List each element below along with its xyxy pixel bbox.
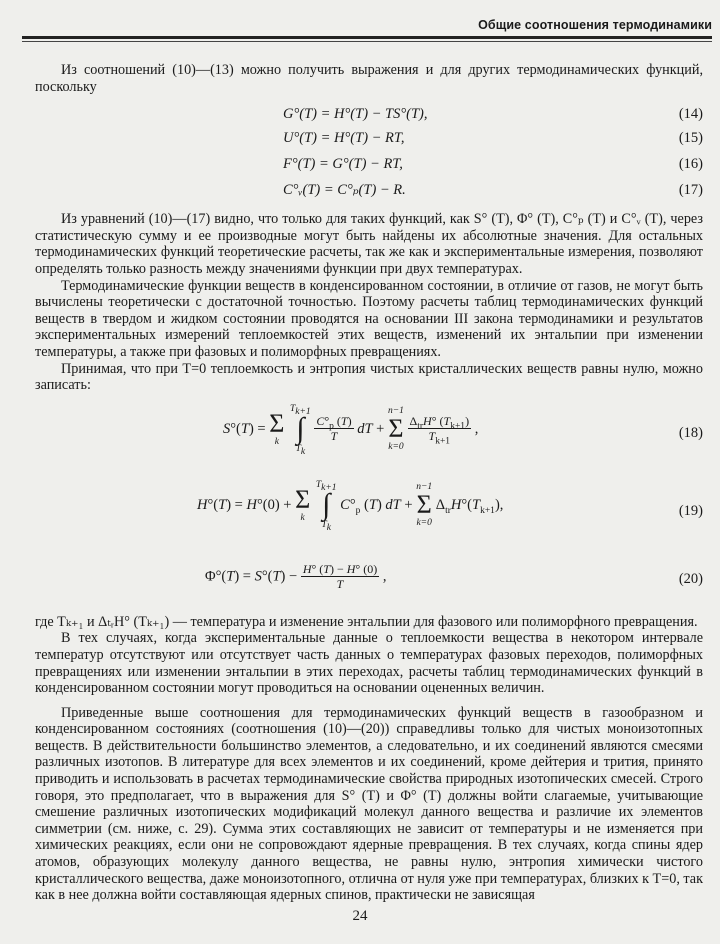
intro-paragraph: Из соотношений (10)—(13) можно получить выражения и для других термодинамических функций, поскольку <box>35 62 703 95</box>
running-header: Общие соотношения термодинамики <box>478 18 712 32</box>
header-rule-thin <box>22 41 712 42</box>
paragraph-where: где Tₖ₊₁ и ΔₜᵣH° (Tₖ₊₁) — температура и изменение энтальпии для фазового или полиморфного превращения. <box>35 613 698 630</box>
equation-14-number: (14) <box>678 106 703 123</box>
equation-18-number: (18) <box>678 424 703 441</box>
equation-20-body: Φ°(T) = S°(T) − $\frac{H^\circ (T) - H^\circ (0)}{T}$ , <box>205 561 387 591</box>
equation-16-body: F°(T) = G°(T) − RT, <box>283 156 403 173</box>
paragraph-absolute-values: Из уравнений (10)—(17) видно, что только для таких функций, как S° (T), Φ° (T), C°ₚ (T) и C°ᵥ (T), через статистическую сумму и ее производные могут быть найдены их абсолютные значения. Для остальных термодинамических функций теоретические расчеты, так же как и экспериментальные измерения, позволяют определять только разность между значениями функции при двух температурах. <box>35 211 703 277</box>
equation-19-number: (19) <box>678 502 703 519</box>
equation-17 <box>35 177 703 205</box>
equation-16-number: (16) <box>678 156 703 173</box>
equation-14 <box>35 103 703 125</box>
header-rule-thick <box>22 36 712 39</box>
equation-19-body: H°(T) = H°(0) + Σ k $T_{k+1}$ ∫ $T_k$ $C^\circ_p$ (T) dT + n−1 Σ k=0 $\Delta_{tr}H^\circ(T_{k+1})$, <box>197 479 504 533</box>
equation-20-number: (20) <box>678 570 703 587</box>
paragraph-assumption: Принимая, что при T=0 теплоемкость и энтропия чистых кристаллических веществ равны нулю, можно записать: <box>35 360 703 394</box>
equation-18 <box>35 394 703 472</box>
page-content <box>35 62 703 904</box>
equation-16 <box>35 151 703 177</box>
equation-15 <box>35 125 703 151</box>
equation-17-number: (17) <box>678 182 703 199</box>
equation-15-number: (15) <box>678 130 703 147</box>
equation-14-body: G°(T) = H°(T) − TS°(T), <box>283 106 428 123</box>
equation-19 <box>35 472 703 552</box>
equation-17-body: C°ᵥ(T) = C°ₚ(T) − R. <box>283 182 406 199</box>
equation-15-body: U°(T) = H°(T) − RT, <box>283 130 405 147</box>
equation-18-body: S°(T) = Σ k $T_{k+1}$ ∫ $T_k$ $\frac{C^\circ_p (T)}{T}$ dT + n−1 Σ k=0 $\frac{\Delta_{tr}H^\circ (T_{k+1})}{T_{k+1}}$ , <box>223 403 479 457</box>
paragraph-condensed-state: Термодинамические функции веществ в конденсированном состоянии, в отличие от газов, не могут быть вычислены теоретически с достаточной точностью. Поэтому расчеты таблиц термодинамических функций веществ в твердом и жидком состоянии проводятся на основании III закона термодинамики и результатов экспериментальных измерений теплоемкостей этих веществ, изменений их энтальпии при изменении температуры, а также при фазовых и полиморфных превращениях. <box>35 277 703 360</box>
paragraph-isotopes: Приведенные выше соотношения для термодинамических функций веществ в газообразном и конденсированном состояниях (соотношения (10)—(20)) справедливы только для чистых моноизотопных веществ. В действительности большинство элементов, а следовательно, и их соединений являются смесями различных изотопов. В литературе для всех элементов и их соединений, кроме дейтерия и трития, принято приводить и использовать в расчетах термодинамические свойства природных изотопических смесей. Строго говоря, это предполагает, что в выражения для S° (T) и Φ° (T) должны войти слагаемые, учитывающие смешение различных изотопических модификаций молекул данного вещества и различие их элементов симметрии (см. ниже, с. 29). Сумма этих составляющих не зависит от температуры и не изменяется при химических реакциях, если они не сопровождают ядерные превращения. В тех случаях, когда спины ядер атомов, образующих молекулу данного вещества, не равны нулю, энтропия химически чистого кристаллического вещества, даже моноизотопного, отлична от нуля уже при температурах, близких к T=0, так как в нее должна войти составляющая ядерных спинов, практически не зависящая <box>35 704 703 904</box>
paragraph-estimated: В тех случаях, когда экспериментальные данные о теплоемкости вещества в некотором интервале температур отсутствуют или отсутствует часть данных о температурах фазовых переходов, полиморфных превращениях или изменении энтальпии в этих переходах, расчеты таблиц термодинамических функций в конденсированном состоянии могут проводиться на основании оцененных величин. <box>35 630 703 697</box>
page-number: 24 <box>352 908 368 924</box>
equation-20 <box>35 552 703 614</box>
